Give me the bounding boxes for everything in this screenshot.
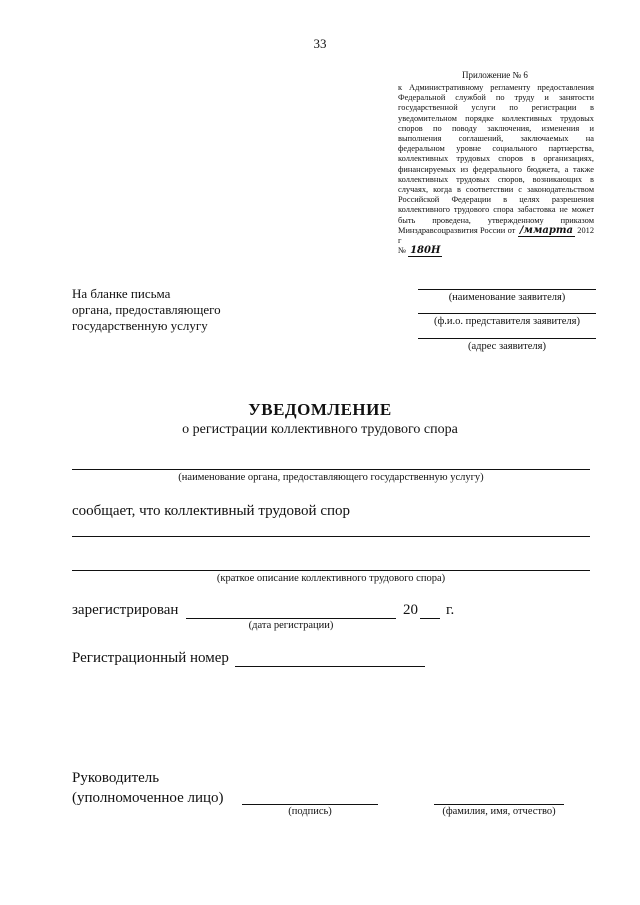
fullname-caption: (фамилия, имя, отчество) bbox=[442, 806, 556, 817]
applicant-name-caption: (наименование заявителя) bbox=[448, 292, 566, 303]
address-line bbox=[418, 338, 596, 339]
registered-label: зарегистрирован bbox=[72, 602, 179, 618]
order-line-prefix: Минздравсоцразвития России от bbox=[398, 225, 516, 235]
order-number-prefix: № bbox=[398, 246, 406, 256]
address-caption: (адрес заявителя) bbox=[468, 341, 546, 352]
fullname-line bbox=[434, 804, 564, 805]
dispute-caption: (краткое описание коллективного трудового спора) bbox=[216, 573, 446, 584]
order-date-handwritten: /ммарта bbox=[519, 224, 573, 236]
order-year: 2012 г bbox=[398, 225, 595, 246]
representative-caption: (ф.и.о. представителя заявителя) bbox=[434, 316, 580, 327]
position-line-1: Руководитель bbox=[72, 770, 160, 786]
year-prefix: 20 bbox=[403, 602, 418, 618]
page-number: 33 bbox=[313, 36, 327, 51]
blank-note bbox=[72, 286, 221, 334]
document-subtitle: о регистрации коллективного трудового спора bbox=[182, 422, 458, 437]
appendix-line: финансируемых из федерального бюджета, а также bbox=[398, 164, 594, 174]
appendix-line: государственной услуги по регистрации в bbox=[398, 103, 594, 113]
dispute-line-1 bbox=[72, 536, 590, 537]
appendix-line: федеральном уровне социального партнерства, bbox=[398, 144, 594, 154]
order-number-handwritten: 180Н bbox=[410, 245, 441, 257]
appendix-line: к Административному регламенту предоставления bbox=[398, 83, 594, 92]
year-suffix: г. bbox=[446, 602, 455, 618]
appendix-line: коллективных трудовых споров, возникающих в bbox=[398, 174, 594, 184]
appendix-line: может быть проведена, утвержденному приказом bbox=[398, 205, 594, 225]
registration-number-line bbox=[235, 666, 425, 667]
appendix-line: уведомительном порядке коллективных трудовых bbox=[398, 113, 594, 123]
informs-text: сообщает, что коллективный трудовой спор bbox=[72, 503, 350, 519]
registration-date-caption: (дата регистрации) bbox=[248, 620, 334, 631]
dispute-line-2 bbox=[72, 570, 590, 571]
blank-note-line: органа, предоставляющего bbox=[72, 302, 221, 317]
appendix-line: Российской Федерации в целях разрешения bbox=[398, 195, 594, 205]
appendix-line: коллективных трудовых споров в организациях, bbox=[398, 154, 594, 164]
blank-note-line: государственную услугу bbox=[72, 318, 208, 333]
registration-number-label: Регистрационный номер bbox=[72, 650, 229, 666]
appendix-line: коллективного трудового спора забастовка не bbox=[398, 205, 568, 215]
signature-caption: (подпись) bbox=[288, 806, 332, 817]
authority-caption: (наименование органа, предоставляющего государственную услугу) bbox=[178, 472, 484, 483]
appendix-line: Федеральной службой по труду и занятости bbox=[398, 93, 594, 103]
document-title: УВЕДОМЛЕНИЕ bbox=[248, 400, 392, 419]
year-blank-line bbox=[420, 618, 440, 619]
authority-line bbox=[72, 469, 590, 470]
appendix-text bbox=[398, 83, 594, 256]
appendix-line: случаях, когда в соответствии с законодательством bbox=[398, 185, 594, 195]
representative-line bbox=[418, 313, 596, 314]
blank-note-line: На бланке письма bbox=[72, 286, 171, 301]
appendix-line: споров по поводу заключения, изменения и bbox=[398, 123, 594, 133]
appendix-line: выполнения соглашений, заключаемых на bbox=[398, 134, 594, 144]
appendix-title: Приложение № 6 bbox=[462, 70, 528, 80]
applicant-name-line bbox=[418, 289, 596, 290]
registration-date-line bbox=[186, 618, 396, 619]
signature-line bbox=[242, 804, 378, 805]
position-line-2: (уполномоченное лицо) bbox=[72, 790, 224, 806]
